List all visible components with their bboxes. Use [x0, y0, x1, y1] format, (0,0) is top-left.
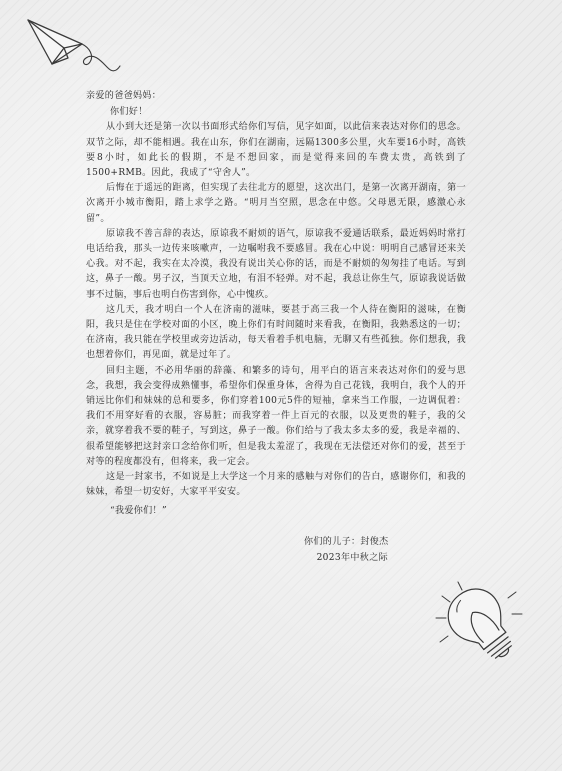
letter-body	[86, 89, 466, 520]
letter-paragraph: 这是一封家书，不如说是上大学这一个月来的感触与对你们的告白，感谢你们，和我的妹妹，希望一切安好，大家平平安安。	[86, 472, 466, 498]
paper-airplane-icon	[24, 14, 124, 80]
signature-sender: 你们的儿子：封俊杰	[304, 537, 389, 547]
letter-paragraph: 原谅我不善言辞的表达，原谅我不耐烦的语气，原谅我不爱通话联系，最近妈妈时常打电话给我，那头一边传来咳嗽声，一边嘱咐我不要感冒。我在心中说：明明自己感冒还来关心我。对不起，我实在太冷漠，我没有说出关心你的话，而是不耐烦的匆匆挂了电话。写到这，鼻子一酸。男子汉，当顶天立地，有泪不轻弹。对不起，我总让你生气，原谅我说话做事不过脑，事后也明白伤害到你，心中愧疚。	[86, 228, 466, 300]
letter-paragraph: 回归主题，不必用华丽的辞藻、和繁多的诗句，用平白的语言来表达对你们的爱与思念，我想，我会变得成熟懂事，希望你们保重身体，舍得为自己花钱，我明白，我个人的开销远比你们和妹妹的总和要多，你们穿着100元5件的短袖，拿来当工作服，一边调侃着：我们不用穿好看的衣服，容易脏；而我穿着一件上百元的衣服，以及更贵的鞋子，我的父亲，就穿着我不要的鞋子，写到这，鼻子一酸。你们给与了我太多太多的爱，我是幸福的、很希望能够把这封亲口念给你们听，但是我太羞涩了，我现在无法偿还对你们的爱，甚至于对等的程度都没有，但将来，我一定会。	[86, 365, 466, 467]
light-bulb-icon	[428, 574, 530, 676]
letter-paragraph: 这几天，我才明白一个人在济南的滋味，要甚于高三我一个人待在衡阳的滋味，在衡阳，我只是住在学校对面的小区，晚上你们有时间随时来看我，在衡阳，我熟悉这的一切；在济南，我只能在学校里或旁边活动，每天看着手机电脑，无聊又有些孤独。你们想我，我也想着你们，再见面，就是过年了。	[86, 304, 466, 361]
letter-salutation: 亲爱的爸爸妈妈：	[86, 91, 162, 101]
letter-signature	[304, 535, 389, 566]
letter-paragraph: 后悔在于遥远的距离，但实现了去往北方的愿望，这次出门，是第一次离开湖南，第一次离开小城市衡阳，踏上求学之路。“明月当空照，思念在中悠。父母恩无限，感激心永留”。	[86, 183, 466, 224]
letter-closing: “我爱你们！”	[110, 506, 167, 517]
signature-date: 2023年中秋之际	[316, 552, 388, 563]
letter-greeting: 你们好！	[110, 107, 148, 118]
letter-paragraph: 从小到大还是第一次以书面形式给你们写信，见字如面，以此信来表达对你们的思念。双节之际，却不能相遇。我在山东，你们在湖南，远隔1300多公里，火车要16小时，高铁要8小时，如此长的假期，不是不想回家，而是觉得来回的车费太贵，高铁到了1500+RMB。因此，我成了“守舍人”。	[86, 122, 466, 179]
